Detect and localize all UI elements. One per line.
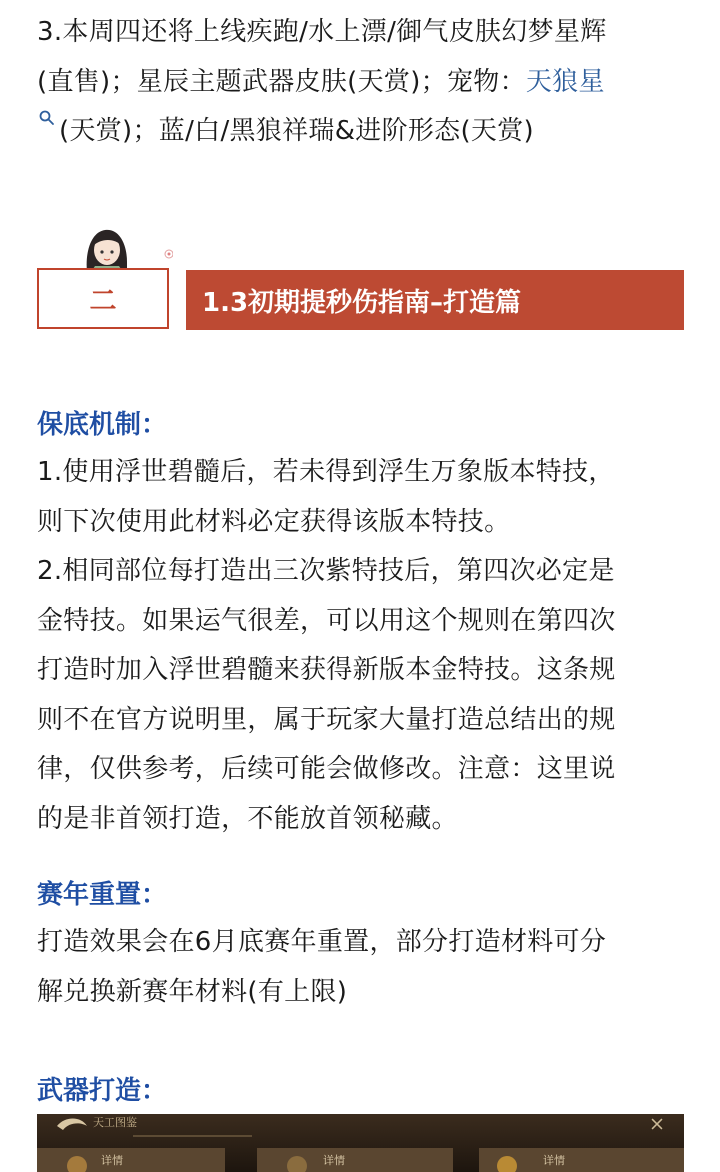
section-header: [37, 222, 685, 332]
pet-search-link[interactable]: 天狼星: [525, 66, 605, 97]
search-icon[interactable]: [38, 109, 56, 127]
season-heading: 赛年重置：: [37, 880, 168, 910]
chibi-avatar-illustration: [77, 222, 173, 272]
game-screenshot: [37, 1114, 684, 1172]
detail-button[interactable]: 详情: [323, 1154, 345, 1167]
guarantee-line: 金特技。如果运气很差，可以用这个规则在第四次: [37, 605, 616, 636]
intro-line-2-text: (直售)；星辰主题武器皮肤(天赏)；宠物：: [37, 66, 526, 97]
intro-line-3: (天赏)；蓝/白/黑狼祥瑞&进阶形态(天赏): [59, 116, 534, 146]
guarantee-line: 打造时加入浮世碧髓来获得新版本金特技。这条规: [37, 655, 616, 685]
guarantee-paragraph: [37, 448, 687, 844]
weapon-heading: 武器打造：: [37, 1076, 168, 1106]
section-title: 1.3初期提秒伤指南–打造篇: [202, 287, 522, 318]
detail-button[interactable]: 详情: [101, 1154, 123, 1167]
guarantee-heading: 保底机制：: [37, 410, 168, 440]
guarantee-line: 2.相同部位每打造出三次紫特技后，第四次必定是: [37, 556, 615, 586]
close-icon[interactable]: [649, 1114, 665, 1130]
season-line: 打造效果会在6月底赛年重置，部分打造材料可分: [37, 927, 607, 957]
guarantee-line: 则下次使用此材料必定获得该版本特技。: [37, 506, 511, 537]
intro-line-2: [37, 58, 687, 108]
section-number-box: [37, 268, 169, 329]
guarantee-line: 则不在官方说明里，属于玩家大量打造总结出的规: [37, 704, 616, 735]
season-line: 解兑换新赛年材料(有上限): [37, 976, 348, 1007]
intro-line-1: 3.本周四还将上线疾跑/水上漂/御气皮肤幻梦星辉: [37, 17, 607, 47]
section-title-bar: [186, 270, 684, 330]
game-window-title: 天工图鉴: [93, 1116, 137, 1129]
section-number: 二: [89, 286, 117, 317]
guarantee-line: 律，仅供参考，后续可能会做修改。注意：这里说: [37, 754, 616, 784]
intro-paragraph: [37, 8, 687, 157]
guarantee-line: 的是非首领打造，不能放首领秘藏。: [37, 803, 458, 834]
detail-button[interactable]: 详情: [543, 1154, 565, 1167]
season-paragraph: [37, 918, 687, 1017]
guarantee-line: 1.使用浮世碧髓后，若未得到浮生万象版本特技，: [37, 457, 615, 487]
